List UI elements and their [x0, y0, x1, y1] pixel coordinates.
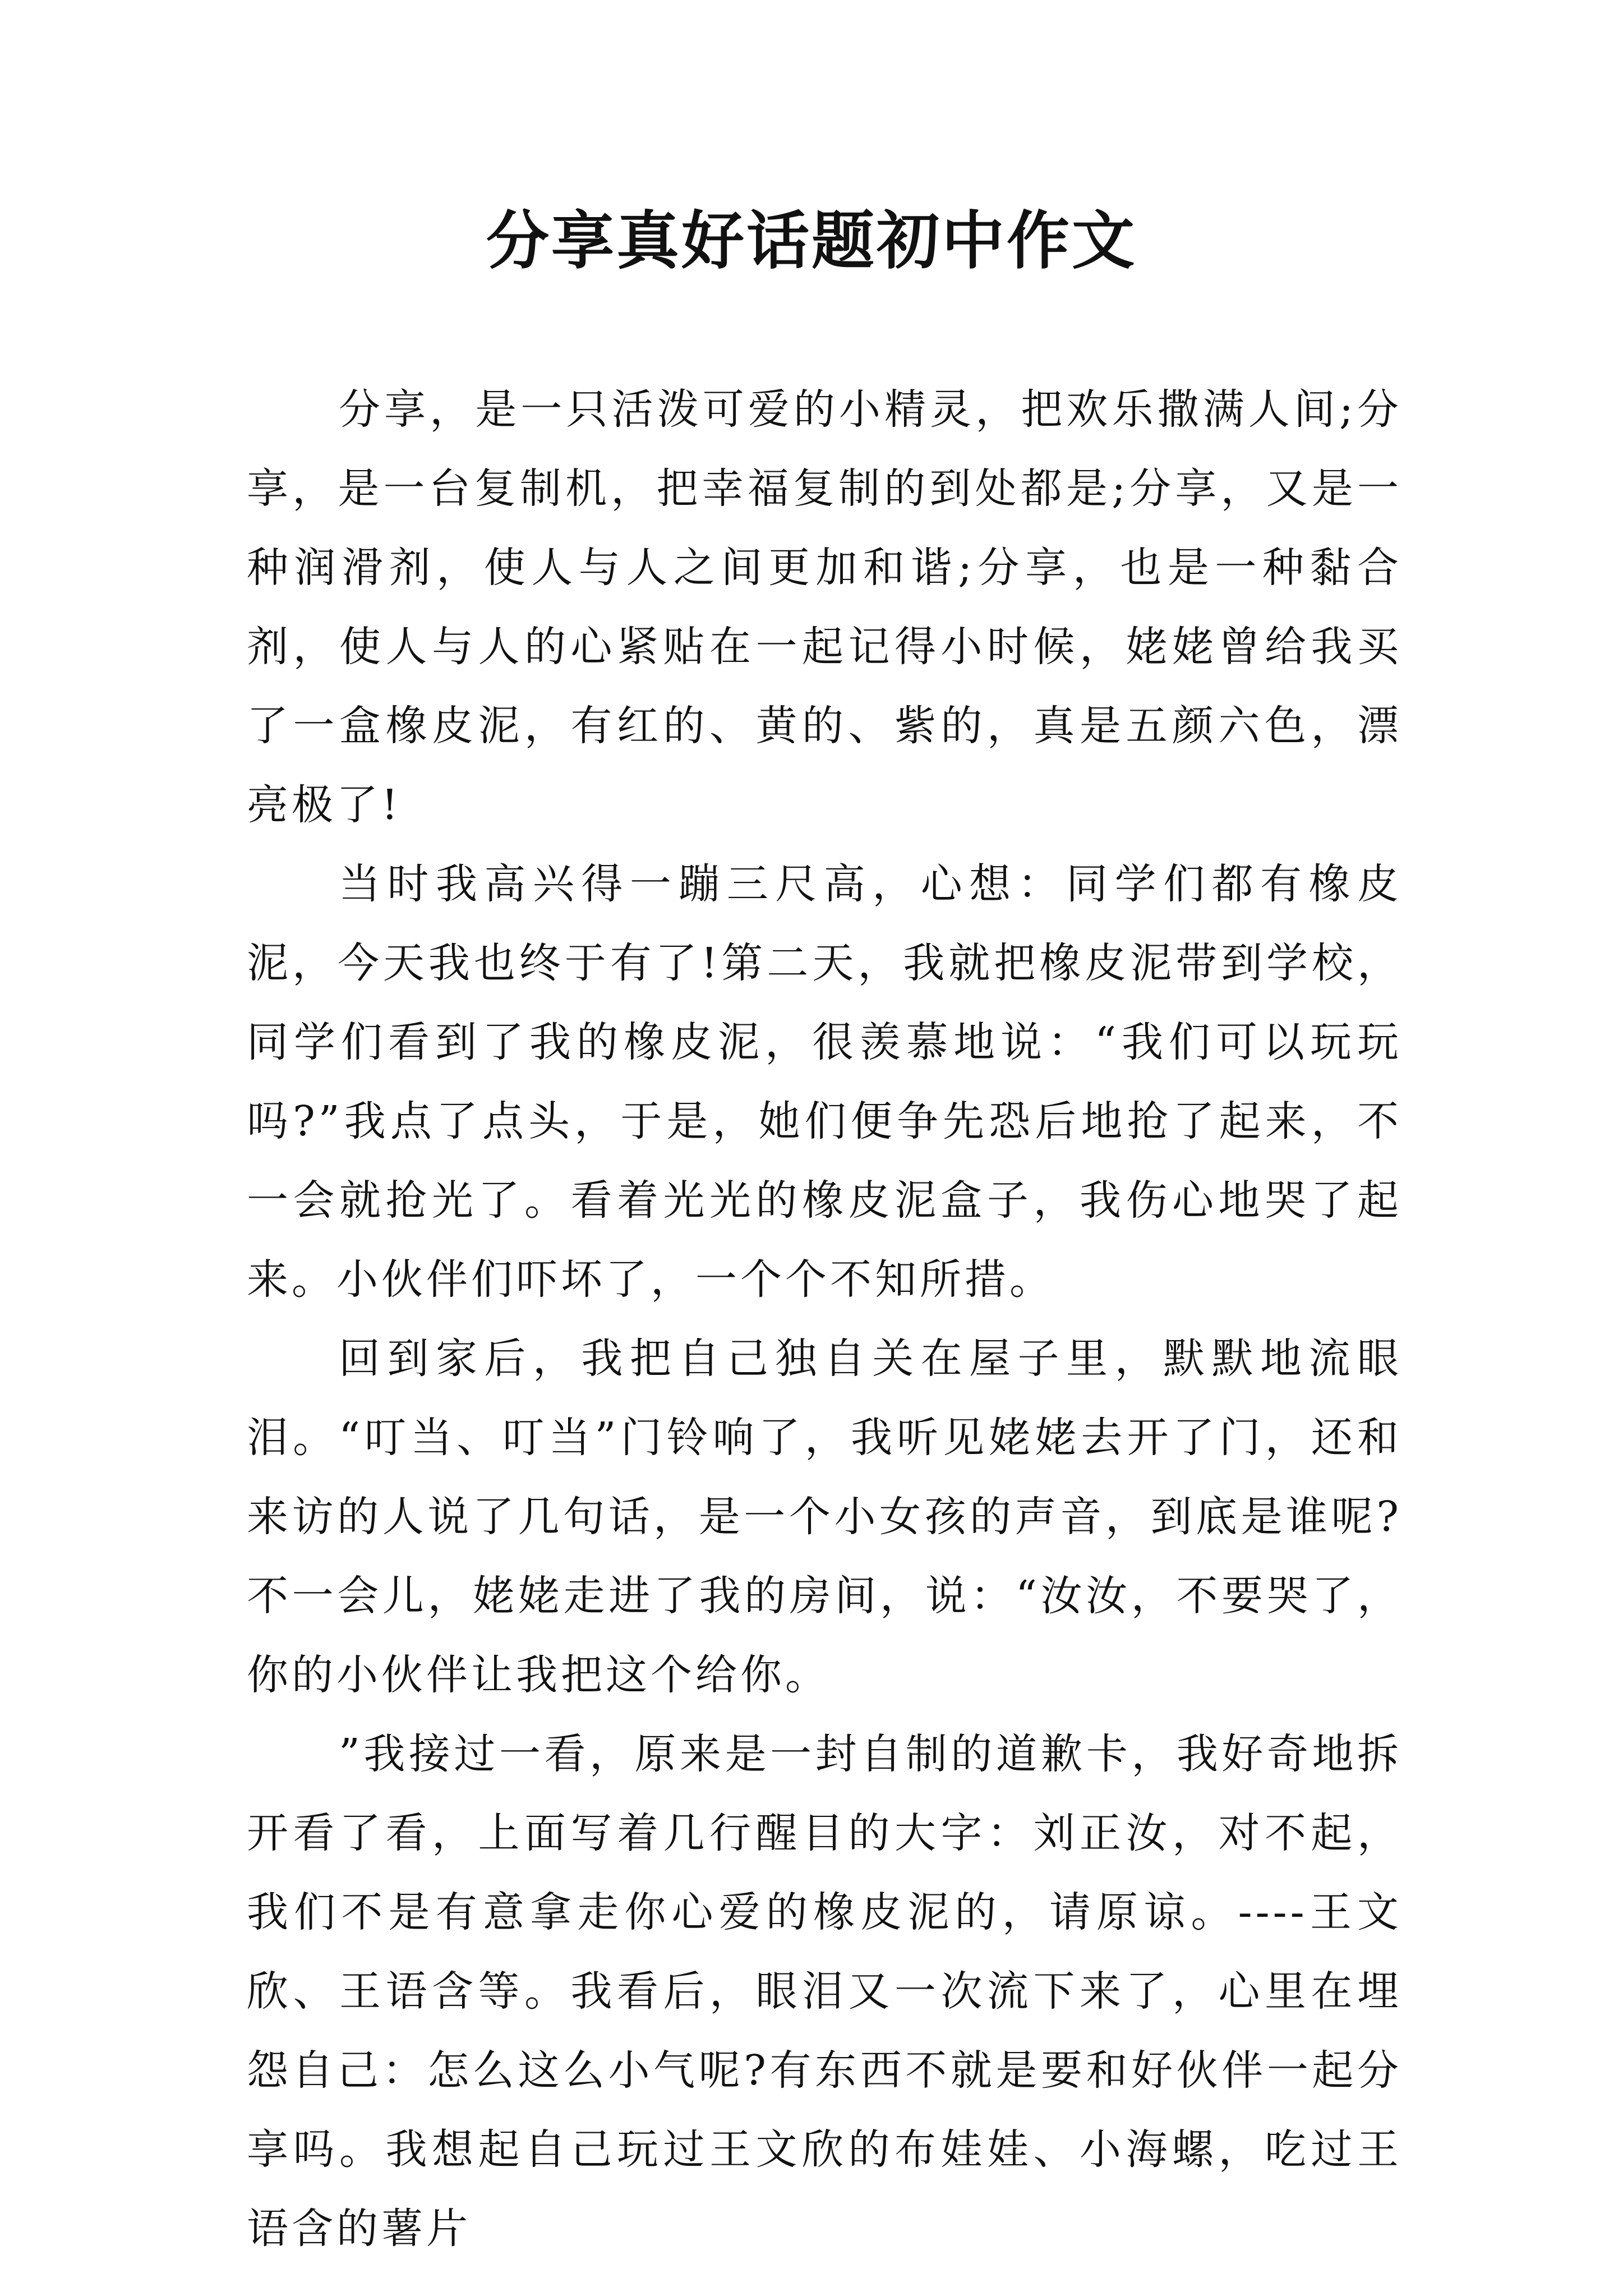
- paragraph-3: 回到家后，我把自己独自关在屋子里，默默地流眼泪。“叮当、叮当”门铃响了，我听见姥姥去开了门，还和来访的人说了几句话，是一个小女孩的声音，到底是谁呢?不一会儿，姥姥走进了我的房间，说：“汝汝，不要哭了，你的小伙伴让我把这个给你。: [247, 1335, 1402, 1699]
- paragraph-1: 分享，是一只活泼可爱的小精灵，把欢乐撒满人间;分享，是一台复制机，把幸福复制的到处都是;分享，又是一种润滑剂，使人与人之间更加和谐;分享，也是一种黏合剂，使人与人的心紧贴在一起记得小时候，姥姥曾给我买了一盒橡皮泥，有红的、黄的、紫的，真是五颜六色，漂亮极了!: [247, 385, 1402, 829]
- paragraph-2: 当时我高兴得一蹦三尺高，心想：同学们都有橡皮泥，今天我也终于有了!第二天，我就把橡皮泥带到学校，同学们看到了我的橡皮泥，很羡慕地说：“我们可以玩玩吗?”我点了点头，于是，她们便争先恐后地抢了起来，不一会就抢光了。看着光光的橡皮泥盒子，我伤心地哭了起来。小伙伴们吓坏了，一个个不知所措。: [247, 860, 1402, 1304]
- paragraph-4: ”我接过一看，原来是一封自制的道歉卡，我好奇地拆开看了看，上面写着几行醒目的大字：刘正汝，对不起，我们不是有意拿走你心爱的橡皮泥的，请原谅。----王文欣、王语含等。我看后，眼泪又一次流下来了，心里在埋怨自己：怎么这么小气呢?有东西不就是要和好伙伴一起分享吗。我想起自己玩过王文欣的布娃娃、小海螺，吃过王语含的薯片: [247, 1730, 1402, 2253]
- document-body: [247, 370, 1402, 2269]
- document-title: 分享真好话题初中作文: [486, 204, 1137, 278]
